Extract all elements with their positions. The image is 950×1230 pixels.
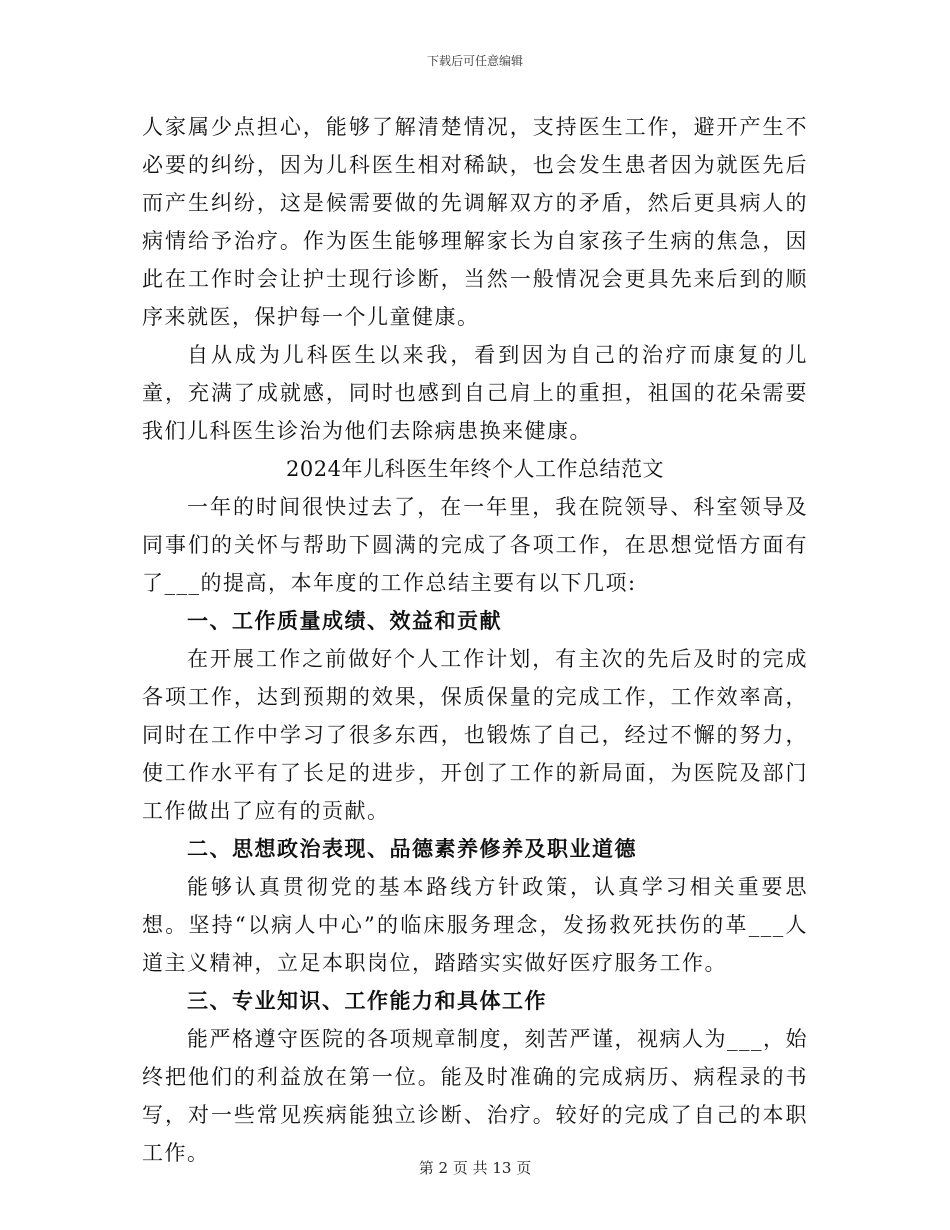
page-footer: 第 2 页 共 13 页 (418, 1159, 532, 1177)
page-header: 下载后可任意编辑 (426, 54, 523, 68)
paragraph-section-2: 能够认真贯彻党的基本路线方针政策，认真学习相关重要思想。坚持“以病人中心”的临床服务理念，发扬救死扶伤的革___人道主义精神，立足本职岗位，踏踏实实做好医疗服务工作。 (142, 875, 808, 975)
paragraph-section-1: 在开展工作之前做好个人工作计划，有主次的先后及时的完成各项工作，达到预期的效果，保质保量的完成工作，工作效率高，同时在工作中学习了很多东西，也锻炼了自己，经过不懈的努力，使工作水平有了长足的进步，开创了工作的新局面，为医院及部门工作做出了应有的贡献。 (142, 647, 808, 823)
paragraph-intro: 一年的时间很快过去了，在一年里，我在院领导、科室领导及同事们的关怀与帮助下圆满的完成了各项工作，在思想觉悟方面有了___的提高，本年度的工作总结主要有以下几项: (142, 495, 808, 595)
paragraph-reflection: 自从成为儿科医生以来我，看到因为自己的治疗而康复的儿童，充满了成就感，同时也感到自己肩上的重担，祖国的花朵需要我们儿科医生诊治为他们去除病患换来健康。 (142, 343, 808, 443)
document-body (142, 108, 808, 1172)
document-title: 2024年儿科医生年终个人工作总结范文 (286, 457, 664, 481)
section-heading-3: 三、专业知识、工作能力和具体工作 (187, 988, 547, 1013)
section-heading-2: 二、思想政治表现、品德素养修养及职业道德 (187, 836, 637, 861)
paragraph-continued: 人家属少点担心，能够了解清楚情况，支持医生工作，避开产生不必要的纠纷，因为儿科医生相对稀缺，也会发生患者因为就医先后而产生纠纷，这是候需要做的先调解双方的矛盾，然后更具病人的病情给予治疗。作为医生能够理解家长为自家孩子生病的焦急，因此在工作时会让护士现行诊断，当然一般情况会更具先来后到的顺序来就医，保护每一个儿童健康。 (142, 115, 808, 329)
paragraph-section-3: 能严格遵守医院的各项规章制度，刻苦严谨，视病人为___，始终把他们的利益放在第一位。能及时准确的完成病历、病程录的书写，对一些常见疾病能独立诊断、治疗。较好的完成了自己的本职工作。 (142, 1027, 808, 1165)
section-heading-1: 一、工作质量成绩、效益和贡献 (187, 608, 502, 633)
